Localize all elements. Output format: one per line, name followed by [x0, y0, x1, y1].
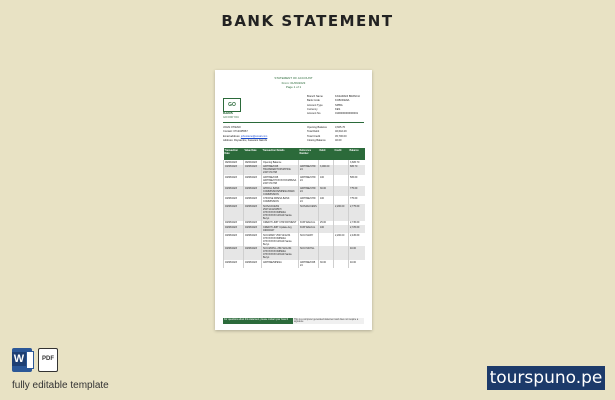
table-cell: 3,000.00 — [319, 165, 334, 176]
table-cell: CHOOSE MPESA BANK COMMISSION — [262, 196, 299, 204]
table-cell: 03/08/2023 — [244, 196, 262, 204]
table-cell: Opening Balance — [262, 160, 299, 165]
table-cell: 03/08/2023 — [224, 165, 244, 176]
statement-footer — [223, 318, 364, 324]
table-cell: SCC/MARY 254712/1234 07XXXXXXX/MPESA 07XXXXXXX-ROAD Santa Beryn — [262, 233, 299, 247]
balance-key: Closing Balance — [307, 138, 326, 142]
branch-info-key: Account No — [307, 112, 321, 116]
customer-email-label: Email address: — [223, 134, 241, 138]
table-cell: AIRTIME/KCB AIRTIME/07XXXXXXX/MPESA 2347171/798 — [262, 175, 299, 186]
table-cell: 605.70 — [349, 165, 365, 176]
table-cell: 2,200.00 — [334, 233, 349, 247]
file-format-icons — [12, 348, 58, 372]
statement-header-line: STATEMENT OF ACCOUNT — [274, 76, 313, 80]
footer-right: This is a computer generated statement and does not require a signature — [293, 318, 364, 324]
transactions-table — [223, 148, 365, 268]
table-cell — [319, 233, 334, 247]
balance-summary — [307, 126, 347, 143]
customer-email-link[interactable]: johnotieno@email.com — [240, 134, 268, 138]
table-cell: 03/08/2023 — [244, 233, 262, 247]
table-cell — [334, 246, 349, 260]
table-cell: KCB WALKAL — [299, 225, 319, 233]
customer-info — [223, 126, 267, 143]
table-cell: 40.00 — [349, 246, 365, 260]
branch-info-key: Currency — [307, 107, 318, 111]
table-cell: 03/08/2023 — [224, 186, 244, 197]
table-cell: 03/08/2023 — [244, 175, 262, 186]
customer-contact: Contact: 0712345567 — [223, 130, 248, 134]
table-cell: 2,200.00 — [334, 204, 349, 221]
table-cell: 03/08/2023 — [224, 204, 244, 221]
column-header: Transaction Details — [262, 148, 299, 160]
table-cell: 100 — [319, 225, 334, 233]
table-cell: 2,775.69 — [349, 204, 365, 221]
balance-value: 46,642.29 — [335, 130, 347, 134]
table-cell: CREDIT LIMIT Update Avg 0400/0447 — [262, 225, 299, 233]
table-cell: AIRTIME/CHD 24 — [299, 165, 319, 176]
table-cell: AIRTIME/CHD 24 — [299, 175, 319, 186]
table-cell: KCB WALKAL — [299, 221, 319, 226]
table-cell: 100 — [319, 175, 334, 186]
bank-name: BANK — [223, 111, 234, 115]
column-header: Debit — [319, 148, 334, 160]
table-cell: 25.00 — [319, 221, 334, 226]
table-cell: 2,725.69 — [349, 225, 365, 233]
column-header: Value Date — [244, 148, 262, 160]
pdf-icon-label: PDF — [42, 356, 54, 362]
table-cell: 100 — [319, 196, 334, 204]
table-cell: 03/08/2023 — [224, 260, 244, 268]
branch-info-value: KES — [335, 107, 341, 111]
branch-info-key: Branch Name — [307, 95, 323, 98]
branch-info-value: SPIBA — [335, 103, 343, 107]
word-icon-label: W — [13, 353, 25, 365]
branch-info-value: KCBOKENA — [335, 99, 350, 103]
table-cell: SCC/MCHLL 254712/1234 07XXXXXXX/MPESA 07XXXXXXX-ROAD Santa Beryn — [262, 246, 299, 260]
caption: fully editable template — [12, 380, 109, 391]
statement-header — [215, 76, 372, 90]
table-row — [224, 225, 365, 233]
balance-value: 40.00 — [335, 138, 342, 142]
table-cell — [334, 260, 349, 268]
table-cell: 03/08/2023 — [244, 221, 262, 226]
balance-key: Total Credit — [307, 134, 321, 138]
table-cell — [334, 165, 349, 176]
statement-document — [215, 70, 372, 330]
table-cell: APROLL BANK COMMISSION/MPESA BANK COMMISSION — [262, 186, 299, 197]
table-row — [224, 186, 365, 197]
table-row — [224, 233, 365, 247]
table-cell: 03/08/2023 — [244, 204, 262, 221]
table-cell: 03/08/2023 — [224, 196, 244, 204]
table-cell: SCCI MCHLL — [299, 246, 319, 260]
table-cell: 03/08/2023 — [244, 260, 262, 268]
table-cell: 03/08/2023 — [244, 165, 262, 176]
table-cell: 03/08/2023 — [224, 246, 244, 260]
table-cell: 40.00 — [349, 260, 365, 268]
branch-info-key: Account Type — [307, 103, 323, 107]
statement-header-line: From: 01/09/2023 — [281, 80, 306, 85]
balance-value: 3,605.70 — [335, 126, 346, 129]
table-cell: SCIS/ACCESS 254712/1234567/ 07XXXXXXX/MPESA 07XXXXXXX-ROAD Santa Beryn — [262, 204, 299, 221]
table-cell: 03/08/2023 — [224, 233, 244, 247]
table-cell: AIRTIME/MPESA — [262, 260, 299, 268]
branch-info-key: Bank Code — [307, 99, 320, 103]
branch-info-value: KASARANI BRANCH — [335, 95, 360, 98]
statement-header-line: Page 1 of 1 — [285, 85, 302, 89]
balance-key: Opening Balance — [307, 126, 327, 129]
bank-tagline: GO FOR YOU — [223, 116, 239, 119]
table-cell: 09/06/2023 — [224, 160, 244, 165]
customer-address: Address: Roysambu, Kasarani Nairobi — [223, 138, 267, 142]
balance-value: 45,700.00 — [335, 134, 347, 138]
bank-logo: GO — [223, 98, 241, 112]
pdf-icon — [38, 348, 58, 372]
column-header: Balance — [349, 148, 365, 160]
table-cell: 30.00 — [319, 260, 334, 268]
customer-name: JOHN OTIENO — [223, 126, 241, 129]
table-cell: 505.69 — [349, 175, 365, 186]
column-header: Transaction Date — [224, 148, 244, 160]
page-heading: BANK STATEMENT — [221, 12, 394, 30]
column-header: Reference Number — [299, 148, 319, 160]
table-cell: 2,745.69 — [349, 221, 365, 226]
table-cell: SCCI MARY — [299, 233, 319, 247]
table-row — [224, 260, 365, 268]
table-header-row — [224, 148, 365, 160]
table-cell — [334, 175, 349, 186]
table-row — [224, 175, 365, 186]
table-cell: AIRTIME/KCB TRANSFER/TOP/APP/KE 2347171/798 — [262, 165, 299, 176]
table-cell: 3,605.70 — [349, 160, 365, 165]
word-icon — [12, 348, 32, 372]
table-cell — [319, 246, 334, 260]
watermark-badge: tourspuno.pe — [487, 366, 605, 390]
table-cell: 03/08/2023 — [224, 175, 244, 186]
table-cell: 03/08/2023 — [224, 225, 244, 233]
table-cell: AIRTIME/CHD 24 — [299, 186, 319, 197]
table-cell: CREDIT LIMIT CHR PAYMENT — [262, 221, 299, 226]
table-row — [224, 196, 365, 204]
table-cell: AIRTIME/KCB 24 — [299, 260, 319, 268]
table-cell: 775.69 — [349, 186, 365, 197]
table-cell: SCIS4ACCESS — [299, 204, 319, 221]
table-cell: 09/06/2023 — [244, 160, 262, 165]
table-cell: 03/08/2023 — [224, 221, 244, 226]
table-row — [224, 204, 365, 221]
balance-key: Total Debit — [307, 130, 320, 134]
table-cell: 03/08/2023 — [244, 246, 262, 260]
footer-left: For questions about this statement, please contact your branch — [223, 318, 293, 324]
table-cell: 03/08/2023 — [244, 186, 262, 197]
table-cell: 775.69 — [349, 196, 365, 204]
divider — [223, 122, 364, 123]
column-header: Credit — [334, 148, 349, 160]
table-cell: AIRTIME/CHD 24 — [299, 196, 319, 204]
table-cell — [319, 204, 334, 221]
branch-info — [307, 95, 360, 116]
table-row — [224, 246, 365, 260]
table-row — [224, 165, 365, 176]
table-cell — [334, 186, 349, 197]
branch-info-value: 0100000000000001 — [335, 112, 359, 116]
table-cell: 03/08/2023 — [244, 225, 262, 233]
table-cell — [334, 225, 349, 233]
table-cell: 30.00 — [319, 186, 334, 197]
table-cell: 2,445.69 — [349, 233, 365, 247]
table-cell — [334, 196, 349, 204]
